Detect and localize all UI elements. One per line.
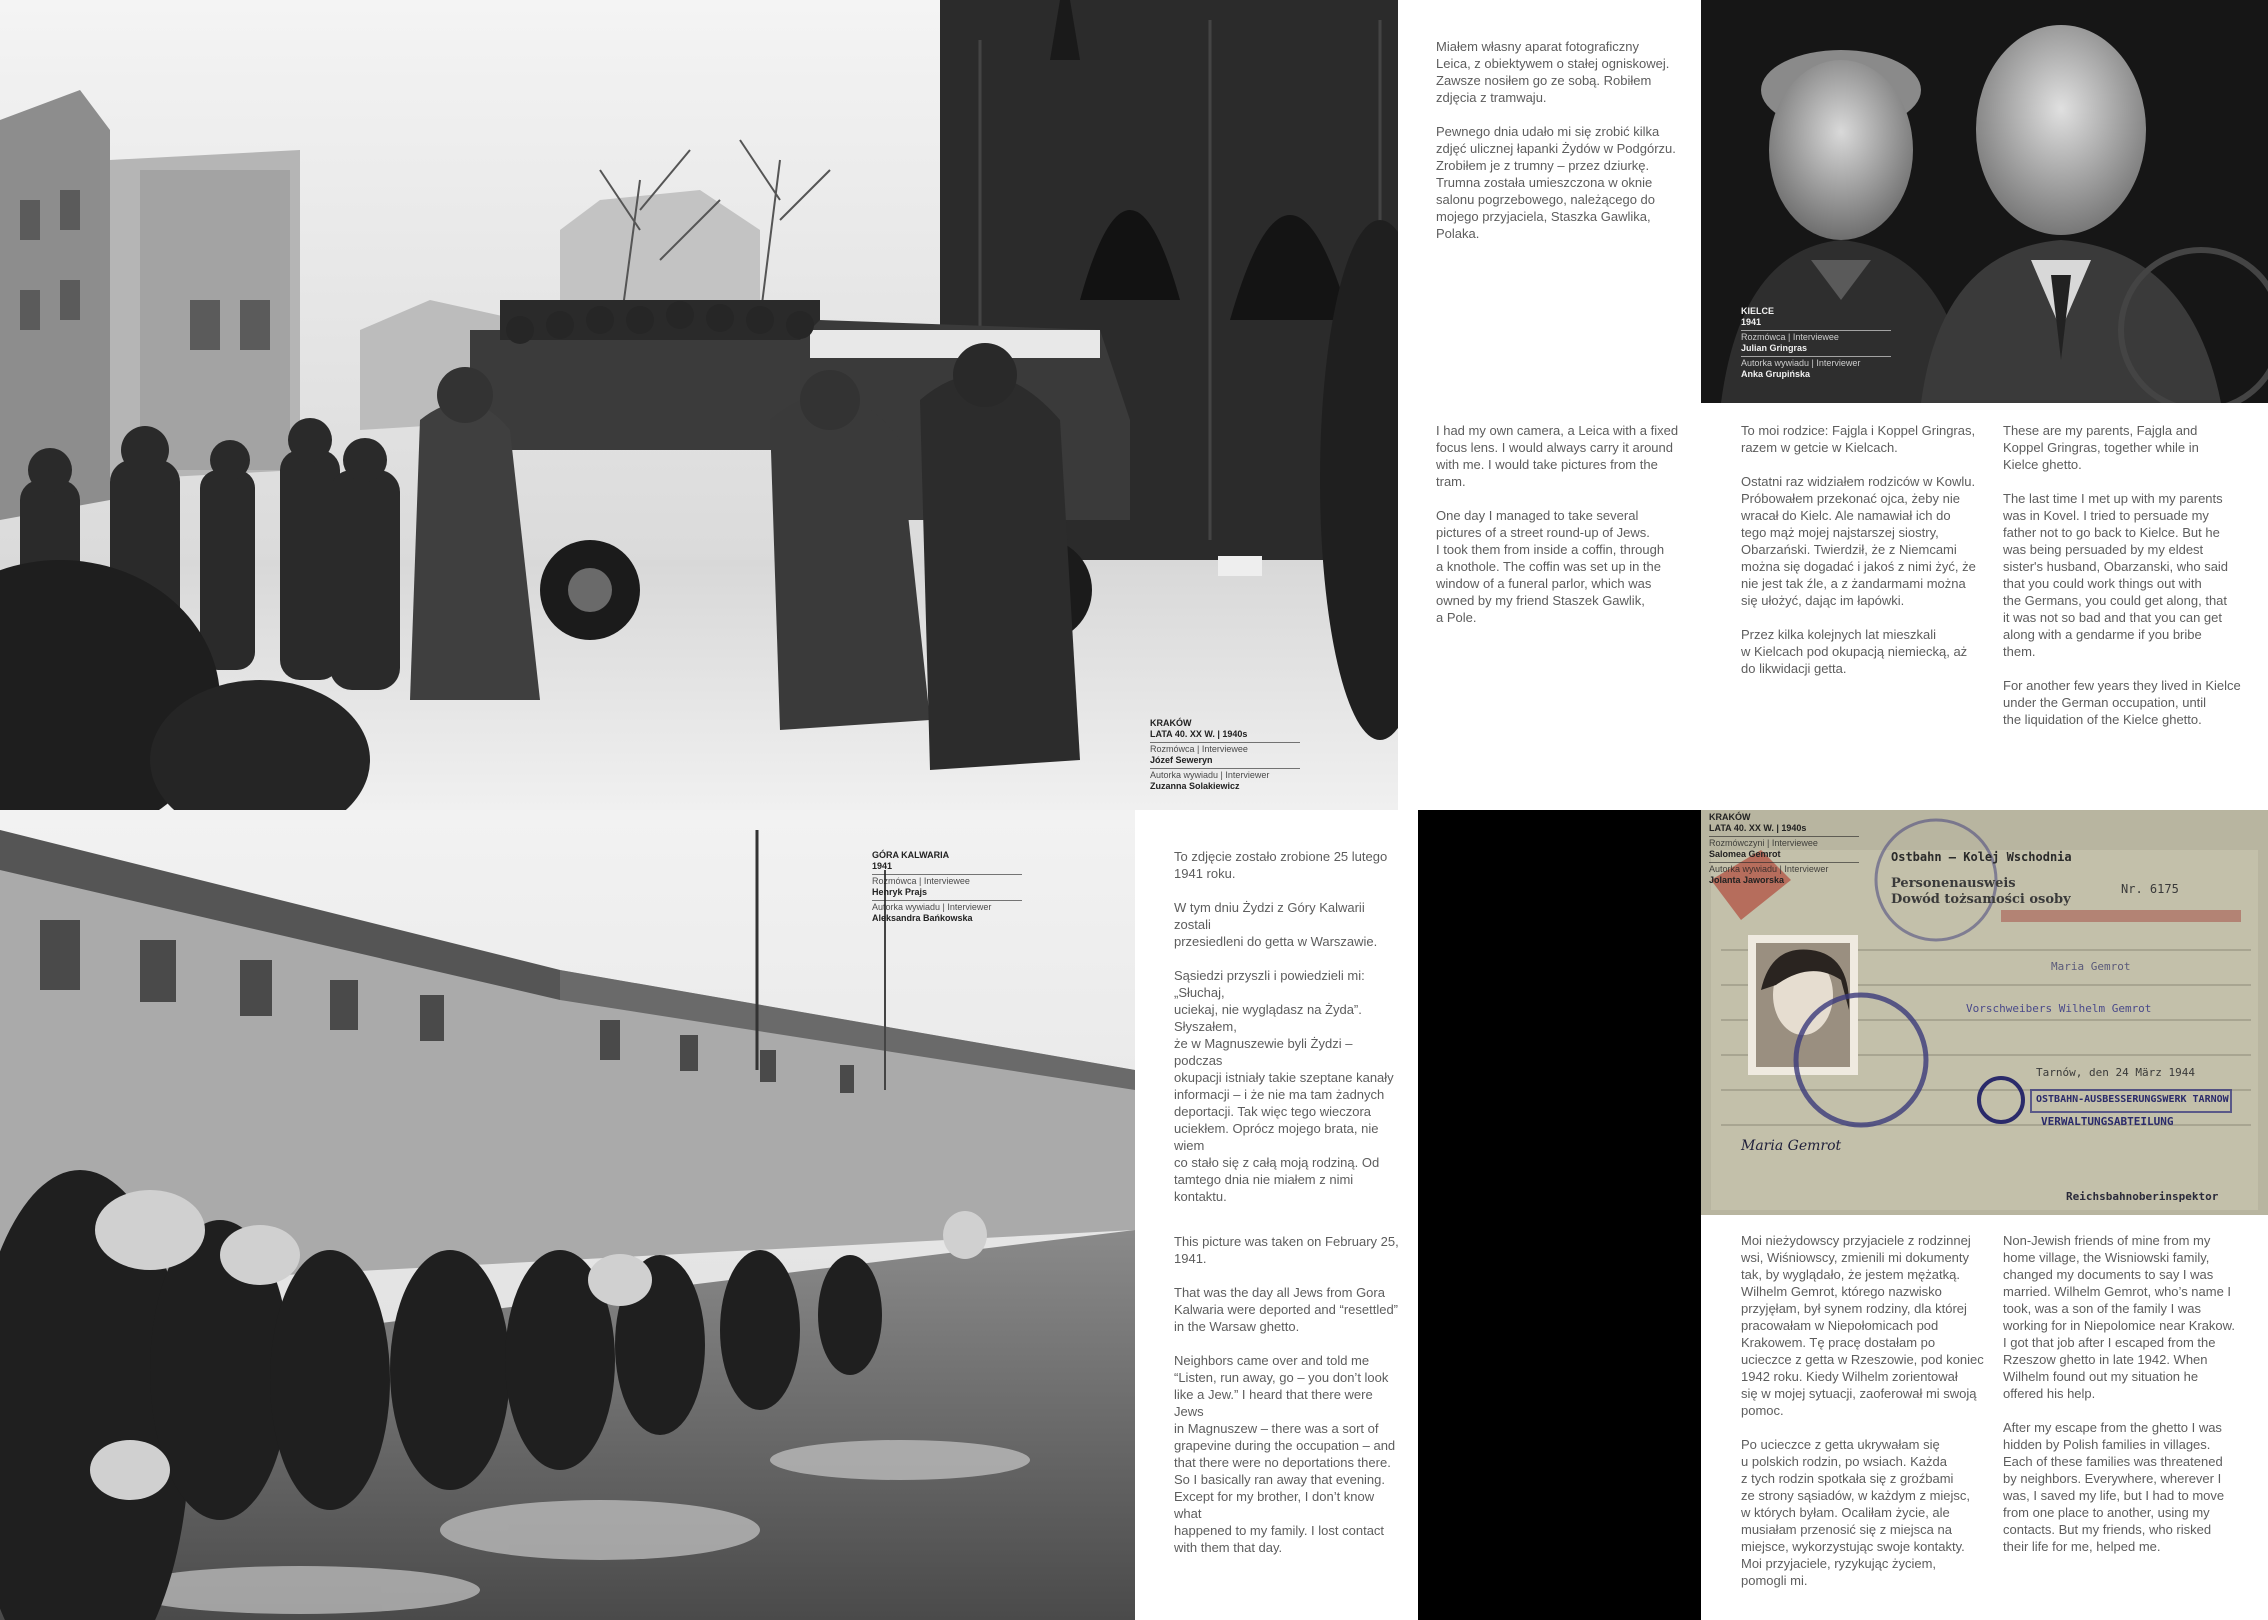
paragraph: This picture was taken on February 25, 1941. — [1174, 1234, 1399, 1266]
caption-interviewee-label: Rozmówca | Interviewee — [1150, 744, 1248, 754]
paragraph: The last time I met up with my parents was in Kovel. I tried to persuade my father not to go back to Kielce. But he was being persuaded by my eldest sister's husband, Obarzanski, who said that you could work things out with the Germans, you could get along, that it was not so bad and that you can get along with a gendarme if you bribe them. — [2003, 491, 2229, 659]
document-railway: Ostbahn — Kolej Wschodnia — [1891, 850, 2072, 864]
caption-interviewer: Aleksandra Bańkowska — [872, 913, 973, 923]
gemrot-text-english — [2003, 1232, 2253, 1572]
caption-interviewer: Anka Grupińska — [1741, 369, 1811, 379]
paragraph: These are my parents, Fajgla and Koppel Gringras, together while in Kielce ghetto. — [2003, 423, 2199, 472]
paragraph: Pewnego dnia udało mi się zrobić kilka zdjęć ulicznej łapanki Żydów w Podgórzu. Zrobiłem je z trumny – przez dziurkę. Trumna została umieszczona w oknie salonu pogrzebowego, należącego do mojego przyjaciela, Staszka Gawlika, Polaka. — [1436, 124, 1676, 241]
caption-interviewee-label: Rozmówca | Interviewee — [872, 876, 970, 886]
caption-interviewee: Henryk Prajs — [872, 887, 928, 897]
paragraph: Po ucieczce z getta ukrywałam się u polskich rodzin, po wsiach. Każda z tych rodzin spotkała się z groźbami ze strony sąsiadów, w każdym z miejsc, w których byłam. Ocaliłam życie, ale musiałam przenosić się z miejsca na miejsce, wykorzystując swoje kontakty. Moi przyjaciele, ryzykując życiem, pomogli mi. — [1741, 1437, 1971, 1588]
caption-place: KRAKÓW — [1150, 718, 1192, 728]
document-number: Nr. 6175 — [2121, 882, 2179, 896]
paragraph: Moi nieżydowscy przyjaciele z rodzinnej wsi, Wiśniowscy, zmienili mi dokumenty tak, by wyglądało, że jestem mężatką. Wilhelm Gemrot, którego nazwisko przyjęłam, był synem rodziny, dla której pracowałam w Niepołomicach pod Krakowem. Tę pracę dostałam po ucieczce z getta w Rzeszowie, pod koniec 1942 roku. Kiedy Wilhelm zorientował się w mojej sytuacji, zaoferował mi swoją pomoc. — [1741, 1233, 1984, 1418]
paragraph: To moi rodzice: Fajgla i Koppel Gringras, razem w getcie w Kielcach. — [1741, 423, 1976, 455]
caption-interviewer-label: Autorka wywiadu | Interviewer — [1741, 358, 1861, 368]
paragraph: Sąsiedzi przyszli i powiedzieli mi: „Słuchaj, uciekaj, nie wyglądasz na Żyda”. Słyszałem, że w Magnuszewie byli Żydzi – podczas okupacji istniały takie szeptane kanały informacji – i że nie ma tam żadnych deportacji. Tak więc tego wieczora uciekłem. Oprócz mojego brata, nie wiem co stało się z całą moją rodziną. Od tamtego dnia nie miałem z nimi kontaktu. — [1174, 968, 1394, 1204]
document-title-pl: Dowód tożsamości osoby — [1891, 892, 2071, 907]
gringras-text-polish — [1741, 422, 1991, 694]
paragraph: After my escape from the ghetto I was hidden by Polish families in villages. Each of these families was threatened by neighbors. Everywhere, wherever I was, I saved my life, but I had to move from one place to another, using my contacts. But my friends, who risked their life for me, helped me. — [2003, 1420, 2225, 1554]
paragraph: Non-Jewish friends of mine from my home village, the Wisniowski family, changed my documents to say I was married. Wilhelm Gemrot, who’s name I took, was a son of the family I was working for in Niepolomice near Krakow. I got that job after I escaped from the Rzeszow ghetto in late 1942. When Wilhelm found out my situation he offered his help. — [2003, 1233, 2235, 1401]
paragraph: W tym dniu Żydzi z Góry Kalwarii zostali przesiedleni do getta w Warszawie. — [1174, 900, 1378, 949]
document-husband: Vorschweibers Wilhelm Gemrot — [1966, 1002, 2152, 1015]
paragraph: I had my own camera, a Leica with a fixed focus lens. I would always carry it around with me. I would take pictures from the tram. — [1436, 423, 1679, 489]
caption-interviewee: Józef Seweryn — [1150, 755, 1213, 765]
gora-kalwaria-photo — [0, 810, 1135, 1620]
caption-interviewee: Julian Gringras — [1741, 343, 1808, 353]
document-issued: Tarnów, den 24 März 1944 — [2036, 1066, 2195, 1079]
document-signature: Maria Gemrot — [1741, 1138, 1842, 1154]
caption-interviewer-label: Autorka wywiadu | Interviewer — [1150, 770, 1270, 780]
black-panel — [1418, 810, 1701, 1620]
caption-interviewer: Jolanta Jaworska — [1709, 875, 1785, 885]
paragraph: That was the day all Jews from Gora Kalwaria were deported and “resettled” in the Warsaw ghetto. — [1174, 1285, 1399, 1334]
paragraph: Ostatni raz widziałem rodziców w Kowlu. Próbowałem przekonać ojca, żeby nie wracał do Kielc. Ale namawiał ich do tego mąż mojej najstarszej siostry, Obarzański. Twierdził, że z Niemcami można się dogadać i jakoś z nimi żyć, że nie jest tak źle, a z żandarmami można się ułożyć, dając im łapówki. — [1741, 474, 1976, 608]
caption-place: KRAKÓW — [1709, 812, 1751, 822]
paragraph: Neighbors came over and told me “Listen, run away, go – you don’t look like a Jew.” I heard that there were Jews in Magnuszew – there was a sort of grapevine during the occupation – and that there were no deportations there. So I basically ran away that evening. Except for my brother, I don’t know what happened to my family. I lost contact with them that day. — [1174, 1353, 1396, 1555]
krakow-text-polish — [1436, 38, 1716, 259]
gemrot-text-polish — [1741, 1232, 1991, 1606]
document-department: VERWALTUNGSABTEILUNG — [2041, 1115, 2174, 1128]
gora-kalwaria-text-english — [1174, 1233, 1404, 1573]
paragraph: To zdjęcie zostało zrobione 25 lutego 1941 roku. — [1174, 849, 1388, 881]
caption-date: 1941 — [872, 861, 893, 871]
caption-place: GÓRA KALWARIA — [872, 850, 950, 860]
paragraph: Przez kilka kolejnych lat mieszkali w Kielcach pod okupacją niemiecką, aż do likwidacji getta. — [1741, 627, 1968, 676]
gemrot-caption — [1709, 812, 1859, 886]
paragraph: Miałem własny aparat fotograficzny Leica, z obiektywem o stałej ogniskowej. Zawsze nosiłem go ze sobą. Robiłem zdjęcia z tramwaju. — [1436, 39, 1670, 105]
paragraph: One day I managed to take several pictures of a street round-up of Jews. I took them from inside a coffin, through a knothole. The coffin was set up in the window of a funeral parlor, which was owned by my friend Staszek Gawlik, a Pole. — [1436, 508, 1665, 625]
document-name: Maria Gemrot — [2051, 960, 2131, 973]
caption-interviewee: Salomea Gemrot — [1709, 849, 1781, 859]
gora-kalwaria-text-polish — [1174, 848, 1404, 1222]
caption-date: LATA 40. XX W. | 1940s — [1150, 729, 1248, 739]
gringras-text-english — [2003, 422, 2253, 745]
caption-date: LATA 40. XX W. | 1940s — [1709, 823, 1807, 833]
document-stamp: OSTBAHN-AUSBESSERUNGSWERK TARNOW — [2036, 1094, 2229, 1105]
caption-place: KIELCE — [1741, 306, 1775, 316]
caption-interviewer-label: Autorka wywiadu | Interviewer — [1709, 864, 1829, 874]
caption-interviewee-label: Rozmówca | Interviewee — [1741, 332, 1839, 342]
caption-date: 1941 — [1741, 317, 1762, 327]
document-office: Reichsbahnoberinspektor — [2066, 1190, 2219, 1203]
caption-interviewer-label: Autorka wywiadu | Interviewer — [872, 902, 992, 912]
krakow-text-english — [1436, 422, 1716, 643]
gringras-caption — [1741, 306, 1891, 380]
krakow-roundup-caption — [1150, 718, 1300, 792]
caption-interviewee-label: Rozmówczyni | Interviewee — [1709, 838, 1818, 848]
document-title-de: Personenausweis — [1891, 876, 2016, 891]
gora-kalwaria-caption — [872, 850, 1022, 924]
paragraph: For another few years they lived in Kielce under the German occupation, until the liquidation of the Kielce ghetto. — [2003, 678, 2241, 727]
krakow-roundup-photo — [0, 0, 1398, 810]
caption-interviewer: Zuzanna Solakiewicz — [1150, 781, 1240, 791]
